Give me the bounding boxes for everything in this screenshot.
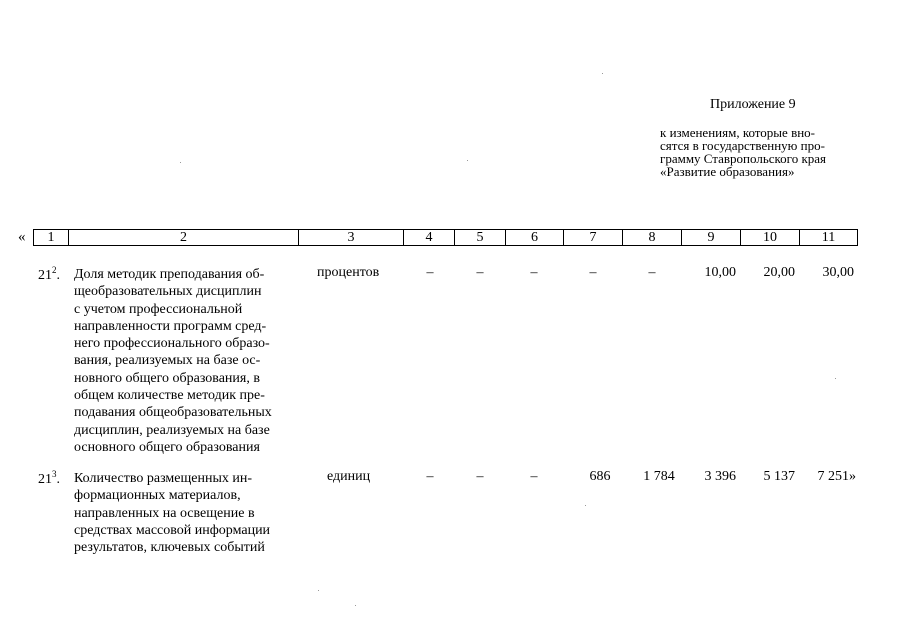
row-value-col9: 3 396 [704, 469, 736, 484]
row-value-col6: – [530, 469, 538, 484]
column-header-3: 3 [298, 230, 403, 245]
row-number-superscript: 2 [52, 265, 57, 275]
column-header-7: 7 [563, 230, 622, 245]
row-number [38, 266, 60, 284]
row-value-col10: 20,00 [763, 265, 795, 280]
column-header-1: 1 [47, 230, 55, 245]
row-unit: единиц [327, 469, 371, 484]
row-value-col5: – [476, 265, 484, 280]
row-number [38, 470, 60, 488]
column-header-8: 8 [622, 230, 681, 245]
row-value-col10: 5 137 [763, 469, 795, 484]
column-header-5: 5 [454, 230, 505, 245]
row-value-col4: – [426, 469, 434, 484]
column-header-row [33, 229, 858, 246]
row-description: Количество размещенных ин- формационных материалов, направленных на освещение в средствах массовой информации результатов, ключевых событий [74, 471, 271, 556]
scan-speck [835, 378, 836, 379]
scan-speck [180, 162, 181, 163]
row-value-col8: – [648, 265, 656, 280]
row-value-col6: – [530, 265, 538, 280]
scan-speck [602, 73, 603, 74]
row-number-suffix: . [56, 472, 60, 487]
row-value-col9: 10,00 [704, 265, 736, 280]
appendix-title: Приложение 9 [710, 97, 796, 112]
row-value-col4: – [426, 265, 434, 280]
column-header-10: 10 [740, 230, 799, 245]
row-number-base: 21 [38, 268, 52, 283]
row-unit: процентов [317, 265, 380, 280]
row-value-col5: – [476, 469, 484, 484]
column-header-4: 4 [403, 230, 454, 245]
row-value-col11: 7 251» [817, 469, 856, 484]
column-header-11: 11 [799, 230, 857, 245]
scan-speck [355, 605, 356, 606]
row-number-base: 21 [38, 472, 52, 487]
column-header-9: 9 [681, 230, 740, 245]
scan-speck [467, 160, 468, 161]
column-header-6: 6 [505, 230, 563, 245]
opening-quote-mark: « [18, 229, 26, 245]
column-header-2: 2 [68, 230, 298, 245]
scan-speck [318, 590, 319, 591]
scan-speck [585, 505, 586, 506]
row-number-superscript: 3 [52, 469, 57, 479]
row-description: Доля методик преподавания об- щеобразовательных дисциплин с учетом профессиональной направленности программ сред- него профессионального образо- вания, реализуемых на базе ос- новного общего образования, в общем количестве методик пре- подавания общеобразовательных дисциплин, реализуемых на базе основного общего образования [74, 267, 272, 455]
row-value-col7: 686 [589, 469, 611, 484]
row-value-col7: – [589, 265, 597, 280]
row-value-col8: 1 784 [643, 469, 675, 484]
appendix-subtitle: к изменениям, которые вно- сятся в государственную про- грамму Ставропольского края «Развитие образования» [660, 125, 827, 179]
row-number-suffix: . [56, 268, 60, 283]
row-value-col11: 30,00 [822, 265, 854, 280]
